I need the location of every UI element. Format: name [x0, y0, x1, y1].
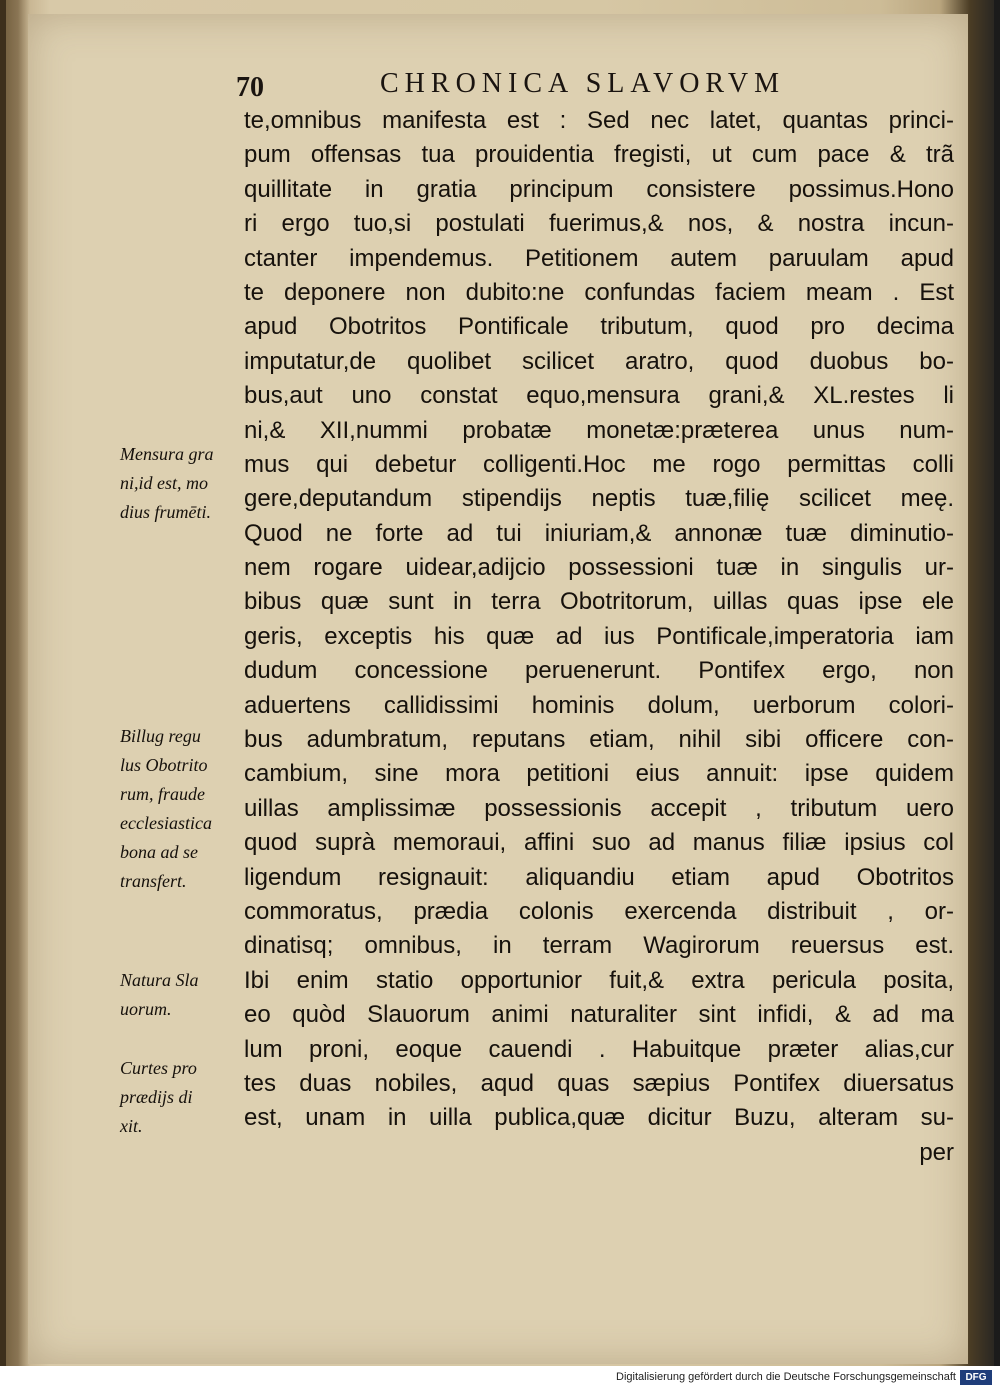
text-line: imputatur,de quolibet scilicet aratro, quod duobus bo- [244, 347, 954, 375]
marginal-note-mensura [120, 440, 242, 527]
marginal-note-line: lus Obotrito [120, 755, 208, 775]
right-book-edge [994, 0, 1000, 1366]
text-line: ni,& XII,nummi probatæ monetæ:præterea unus num- [244, 416, 954, 444]
marginal-note-line: Natura Sla [120, 970, 199, 990]
marginal-note-natura [120, 966, 242, 1024]
text-line: commoratus, prædia colonis exercenda distribuit , or- [244, 897, 954, 925]
text-line: tes duas nobiles, aqud quas sæpius Pontifex diuersatus [244, 1069, 954, 1097]
digitization-footer [0, 1366, 1000, 1390]
text-line: te deponere non dubito:ne confundas faciem meam . Est [244, 278, 954, 306]
text-line: mus qui debetur colligenti.Hoc me rogo permittas colli [244, 450, 954, 478]
text-line: lum proni, eoque cauendi . Habuitque præter alias,cur [244, 1035, 954, 1063]
text-line: ligendum resignauit: aliquandiu etiam apud Obotritos [244, 863, 954, 891]
text-line: bus,aut uno constat equo,mensura grani,& XL.restes li [244, 382, 954, 410]
text-line: eo quòd Slauorum animi naturaliter sint infidi, & ad ma [244, 1001, 954, 1029]
text-line: quod suprà memoraui, affini suo ad manus filiæ ipsius col [244, 829, 954, 857]
text-line: geris, exceptis his quæ ad ius Pontificale,imperatoria iam [244, 622, 954, 650]
text-line: bibus quæ sunt in terra Obotritorum, uillas quas ipse ele [244, 588, 954, 616]
marginal-note-curtes [120, 1054, 242, 1141]
text-line: aduertens callidissimi hominis dolum, uerborum colori- [244, 691, 954, 719]
running-head: CHRONICA SLAVORVM [380, 68, 785, 99]
marginal-note-line: prædijs di [120, 1087, 193, 1107]
text-line: Ibi enim statio opportunior fuit,& extra pericula posita, [244, 966, 954, 994]
text-line: gere,deputandum stipendijs neptis tuæ,filię scilicet meę. [244, 485, 954, 513]
marginal-note-line: xit. [120, 1116, 143, 1136]
text-line: ctanter impendemus. Petitionem autem paruulam apud [244, 244, 954, 272]
marginal-note-line: transfert. [120, 871, 187, 891]
text-line: dudum concessione peruenerunt. Pontifex ergo, non [244, 657, 954, 685]
text-line: pum offensas tua prouidentia fregisti, ut cum pace & trã [244, 141, 954, 169]
text-line: dinatisq; omnibus, in terram Wagirorum reuersus est. [244, 932, 954, 960]
marginal-note-line: Billug regu [120, 726, 201, 746]
text-line: est, unam in uilla publica,quæ dicitur Buzu, alteram su- [244, 1104, 954, 1132]
text-line: uillas amplissimæ possessionis accepit , tributum uero [244, 794, 954, 822]
marginal-note-line: bona ad se [120, 842, 198, 862]
text-line: apud Obotritos Pontificale tributum, quod pro decima [244, 313, 954, 341]
marginal-note-line: Mensura gra [120, 444, 214, 464]
text-line: quillitate in gratia principum consistere possimus.Hono [244, 175, 954, 203]
text-line: te,omnibus manifesta est : Sed nec latet, quantas princi- [244, 107, 954, 134]
text-line: nem rogare uidear,adijcio possessioni tuæ in singulis ur- [244, 554, 954, 582]
marginal-note-line: ni,id est, mo [120, 473, 208, 493]
marginal-note-line: rum, fraude [120, 784, 205, 804]
text-line: ri ergo tuo,si postulati fuerimus,& nos, & nostra incun- [244, 210, 954, 238]
marginal-note-line: dius frumēti. [120, 502, 212, 522]
left-book-edge [0, 0, 6, 1366]
text-line: Quod ne forte ad tui iniuriam,& annonæ tuæ diminutio- [244, 519, 954, 547]
text-line: per [919, 1138, 954, 1166]
marginal-note-billug [120, 722, 242, 896]
main-text-block [244, 104, 954, 1170]
funding-credit: Digitalisierung gefördert durch die Deutsche Forschungsgemeinschaft [616, 1371, 956, 1383]
page-number: 70 [236, 72, 264, 103]
marginal-note-line: uorum. [120, 999, 172, 1019]
text-line: cambium, sine mora petitioni eius annuit: ipse quidem [244, 760, 954, 788]
text-line: bus adumbratum, reputans etiam, nihil sibi officere con- [244, 726, 954, 754]
marginal-note-line: Curtes pro [120, 1058, 197, 1078]
marginal-note-line: ecclesiastica [120, 813, 212, 833]
dfg-logo: DFG [960, 1370, 992, 1385]
